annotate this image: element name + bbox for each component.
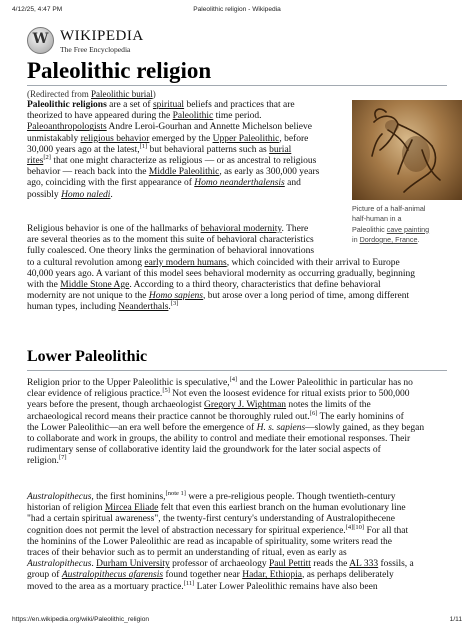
redirect-suffix: ) <box>152 89 156 99</box>
text-line: unmistakably religious behavior emerged by the Upper Paleolithic, before <box>27 133 309 144</box>
link-dordogne-france[interactable]: Dordogne, France <box>359 234 418 244</box>
text-line: the hominins of the Lower Paleolithic are read as incapable of spirituality, some writers read the <box>27 536 393 547</box>
citation-link[interactable]: [7] <box>58 454 67 462</box>
print-header <box>12 6 462 18</box>
citation-link[interactable]: [6] <box>309 409 318 417</box>
article-link[interactable]: spiritual <box>152 100 185 110</box>
text-line: human types, including Neanderthals.[3] <box>27 300 179 313</box>
text-line: possibly Homo naledi. <box>27 189 113 200</box>
text-line: ago, coinciding with the first appearance of Homo neanderthalensis and <box>27 178 301 189</box>
page-title: Paleolithic religion <box>27 58 212 83</box>
text-line: fully coalesced. One theory links the germination of behavioral innovations <box>27 246 315 257</box>
text-line: behavior — reach back into the Middle Paleolithic, as early as 300,000 years <box>27 167 320 178</box>
article-link[interactable]: Australopithecus afarensis <box>61 570 164 581</box>
citation-link[interactable]: [4][10] <box>345 523 365 531</box>
title-divider <box>27 85 447 86</box>
article-link[interactable]: Hadar, Ethiopia <box>242 570 302 581</box>
article-link[interactable]: Homo neanderthalensis <box>194 178 285 189</box>
print-page-number: 1/11 <box>449 616 462 623</box>
article-link[interactable]: Mircea Eliade <box>104 503 159 514</box>
text-line: to a cultural revolution among early modern humans, which coincided with their arrival to Europe <box>27 257 400 268</box>
citation-link[interactable]: [2] <box>43 153 51 161</box>
text-line: to collaborate and work in groups, the ability to control and mediate their emotional responses. Their <box>27 434 411 445</box>
text-line: 40,000 years ago. A variant of this model sees behavioral modernity as occurring gradually, beginning <box>27 268 415 279</box>
text-line: archaeological record means their practice cannot be thoroughly ruled out.[6] The early hominins of <box>27 409 404 422</box>
paragraph-australopithecus <box>27 489 447 593</box>
article-link[interactable]: Paul Pettitt <box>268 559 311 570</box>
article-link[interactable]: burial <box>269 144 292 155</box>
caption-text: . <box>417 234 420 244</box>
citation-link[interactable]: [11] <box>183 579 195 587</box>
citation-link[interactable]: [note 1] <box>165 489 186 497</box>
text-line: with the Middle Stone Age. According to a third theory, characteristics that define behavioral <box>27 280 381 291</box>
print-timestamp: 4/12/25, 4:47 PM <box>12 6 63 13</box>
redirect-link[interactable]: Paleolithic burial <box>90 89 153 99</box>
text-line: cognition does not permit the level of abstraction necessary for spiritual experience.[4][10] For all that <box>27 523 409 536</box>
text-line: historian of religion Mircea Eliade felt that even this earliest branch on the human evolutionary line <box>27 503 406 514</box>
citation-link[interactable]: [4] <box>229 375 238 383</box>
redirect-note <box>27 89 156 99</box>
text-line: religion.[7] <box>27 454 67 467</box>
print-footer <box>12 616 462 628</box>
article-link[interactable]: Paleolithic <box>172 111 214 122</box>
text-line: moved to the area as a mortuary practice.[11] Later Lower Paleolithic remains have also been <box>27 579 378 592</box>
redirect-prefix: (Redirected from <box>27 89 91 99</box>
article-link[interactable]: Middle Stone Age <box>60 280 130 291</box>
wikipedia-globe-icon[interactable] <box>27 27 54 54</box>
lower-paleolithic-text <box>27 375 447 468</box>
text-line: Religious behavior is one of the hallmarks of behavioral modernity. There <box>27 224 309 234</box>
wikipedia-tagline: The Free Encyclopedia <box>60 45 131 54</box>
citation-link[interactable]: [3] <box>170 300 179 308</box>
article-link[interactable]: religious behavior <box>80 133 150 144</box>
citation-link[interactable]: [5] <box>162 387 170 395</box>
text-line: group of Australopithecus afarensis found together near Hadar, Ethiopia, as perhaps deliberately <box>27 570 394 581</box>
text-line: modernity are not unique to the Homo sapiens, but arose over a long period of time, among different <box>27 291 410 302</box>
article-link[interactable]: AL 333 <box>349 559 379 570</box>
print-page-title: Paleolithic religion - Wikipedia <box>193 6 281 13</box>
text-line: theorized to have appeared during the Paleolithic time period. <box>27 111 262 122</box>
cave-painting-image[interactable] <box>352 100 462 200</box>
article-link[interactable]: Upper Paleolithic <box>212 133 280 144</box>
article-link[interactable]: rites <box>27 156 44 167</box>
article-link[interactable]: Durham University <box>96 559 170 570</box>
article-link[interactable]: Homo sapiens <box>148 291 203 302</box>
citation-link[interactable]: [1] <box>139 142 148 150</box>
intro-paragraph <box>27 100 345 201</box>
text-line: the Lower Paleolithic—an era well before the emergence of H. s. sapiens—slowly gained, as they began <box>27 422 425 433</box>
article-link[interactable]: Paleoanthropologists <box>27 122 107 133</box>
text-line: Paleolithic religions are a set of spiritual beliefs and practices that are <box>27 100 295 110</box>
print-url: https://en.wikipedia.org/wiki/Paleolithic_religion <box>12 616 150 623</box>
caption-text: in <box>352 234 360 244</box>
article-link[interactable]: Middle Paleolithic <box>148 167 220 178</box>
wikipedia-wordmark[interactable]: WIKIPEDIA <box>60 28 144 44</box>
text-line: 30,000 years ago at the latest,[1] but behavioral patterns such as burial <box>27 142 292 155</box>
intro-text <box>27 100 345 201</box>
cave-painting-figure <box>352 100 462 200</box>
article-link[interactable]: Neanderthals <box>118 302 169 313</box>
article-link[interactable]: early modern humans <box>144 257 227 268</box>
text-line: rudimentary sense of collaborative identity laid the groundwork for the later social aspects of <box>27 445 381 456</box>
text-line: Religion prior to the Upper Paleolithic is speculative,[4] and the Lower Paleolithic in particular has no <box>27 375 413 388</box>
text-line: Australopithecus, the first hominins,[note 1] were a pre-religious people. Though twentieth-century <box>27 489 396 502</box>
behavioral-modernity-text <box>27 224 447 314</box>
text-line: Australopithecus. Durham University professor of archaeology Paul Pettitt reads the AL 333 fossils, a <box>27 559 414 570</box>
link-cave-painting[interactable]: cave painting <box>386 224 430 234</box>
caption-line-1: Picture of a half-animal <box>352 204 426 213</box>
article-link[interactable]: behavioral modernity <box>200 224 282 234</box>
caption-text: Paleolithic <box>352 224 387 234</box>
text-line: "had a certain spiritual awareness", the twenty-first century's understanding of Australopithecene <box>27 514 395 525</box>
text-line: years before the present, though archaeologist Gregory J. Wightman notes the limits of the <box>27 400 371 411</box>
australopithecus-text <box>27 489 447 593</box>
text-line: Paleoanthropologists Andre Leroi-Gourhan and Annette Michelson believe <box>27 122 312 133</box>
text-line: rites[2] that one might characterize as religious — or as ancestral to religious <box>27 153 317 167</box>
paragraph-lower-paleolithic <box>27 375 447 468</box>
text-line: traces of their behavior such as to permit an understanding of ritual, even as early as <box>27 548 347 559</box>
logo-glyph: W <box>32 31 49 47</box>
text-line: are several theories as to the moment this suite of behavioral characteristics <box>27 235 314 246</box>
caption-line-2: half-human in a <box>352 214 402 224</box>
section-divider <box>27 370 447 371</box>
section-heading-lower-paleolithic: Lower Paleolithic <box>27 348 148 365</box>
paragraph-behavioral-modernity <box>27 224 447 314</box>
article-link[interactable]: Homo naledi <box>61 189 111 200</box>
text-line: clear evidence of religious practice.[5] Not even the loosest evidence for ritual exists prior to 500,000 <box>27 387 410 400</box>
article-link[interactable]: Gregory J. Wightman <box>204 400 287 411</box>
